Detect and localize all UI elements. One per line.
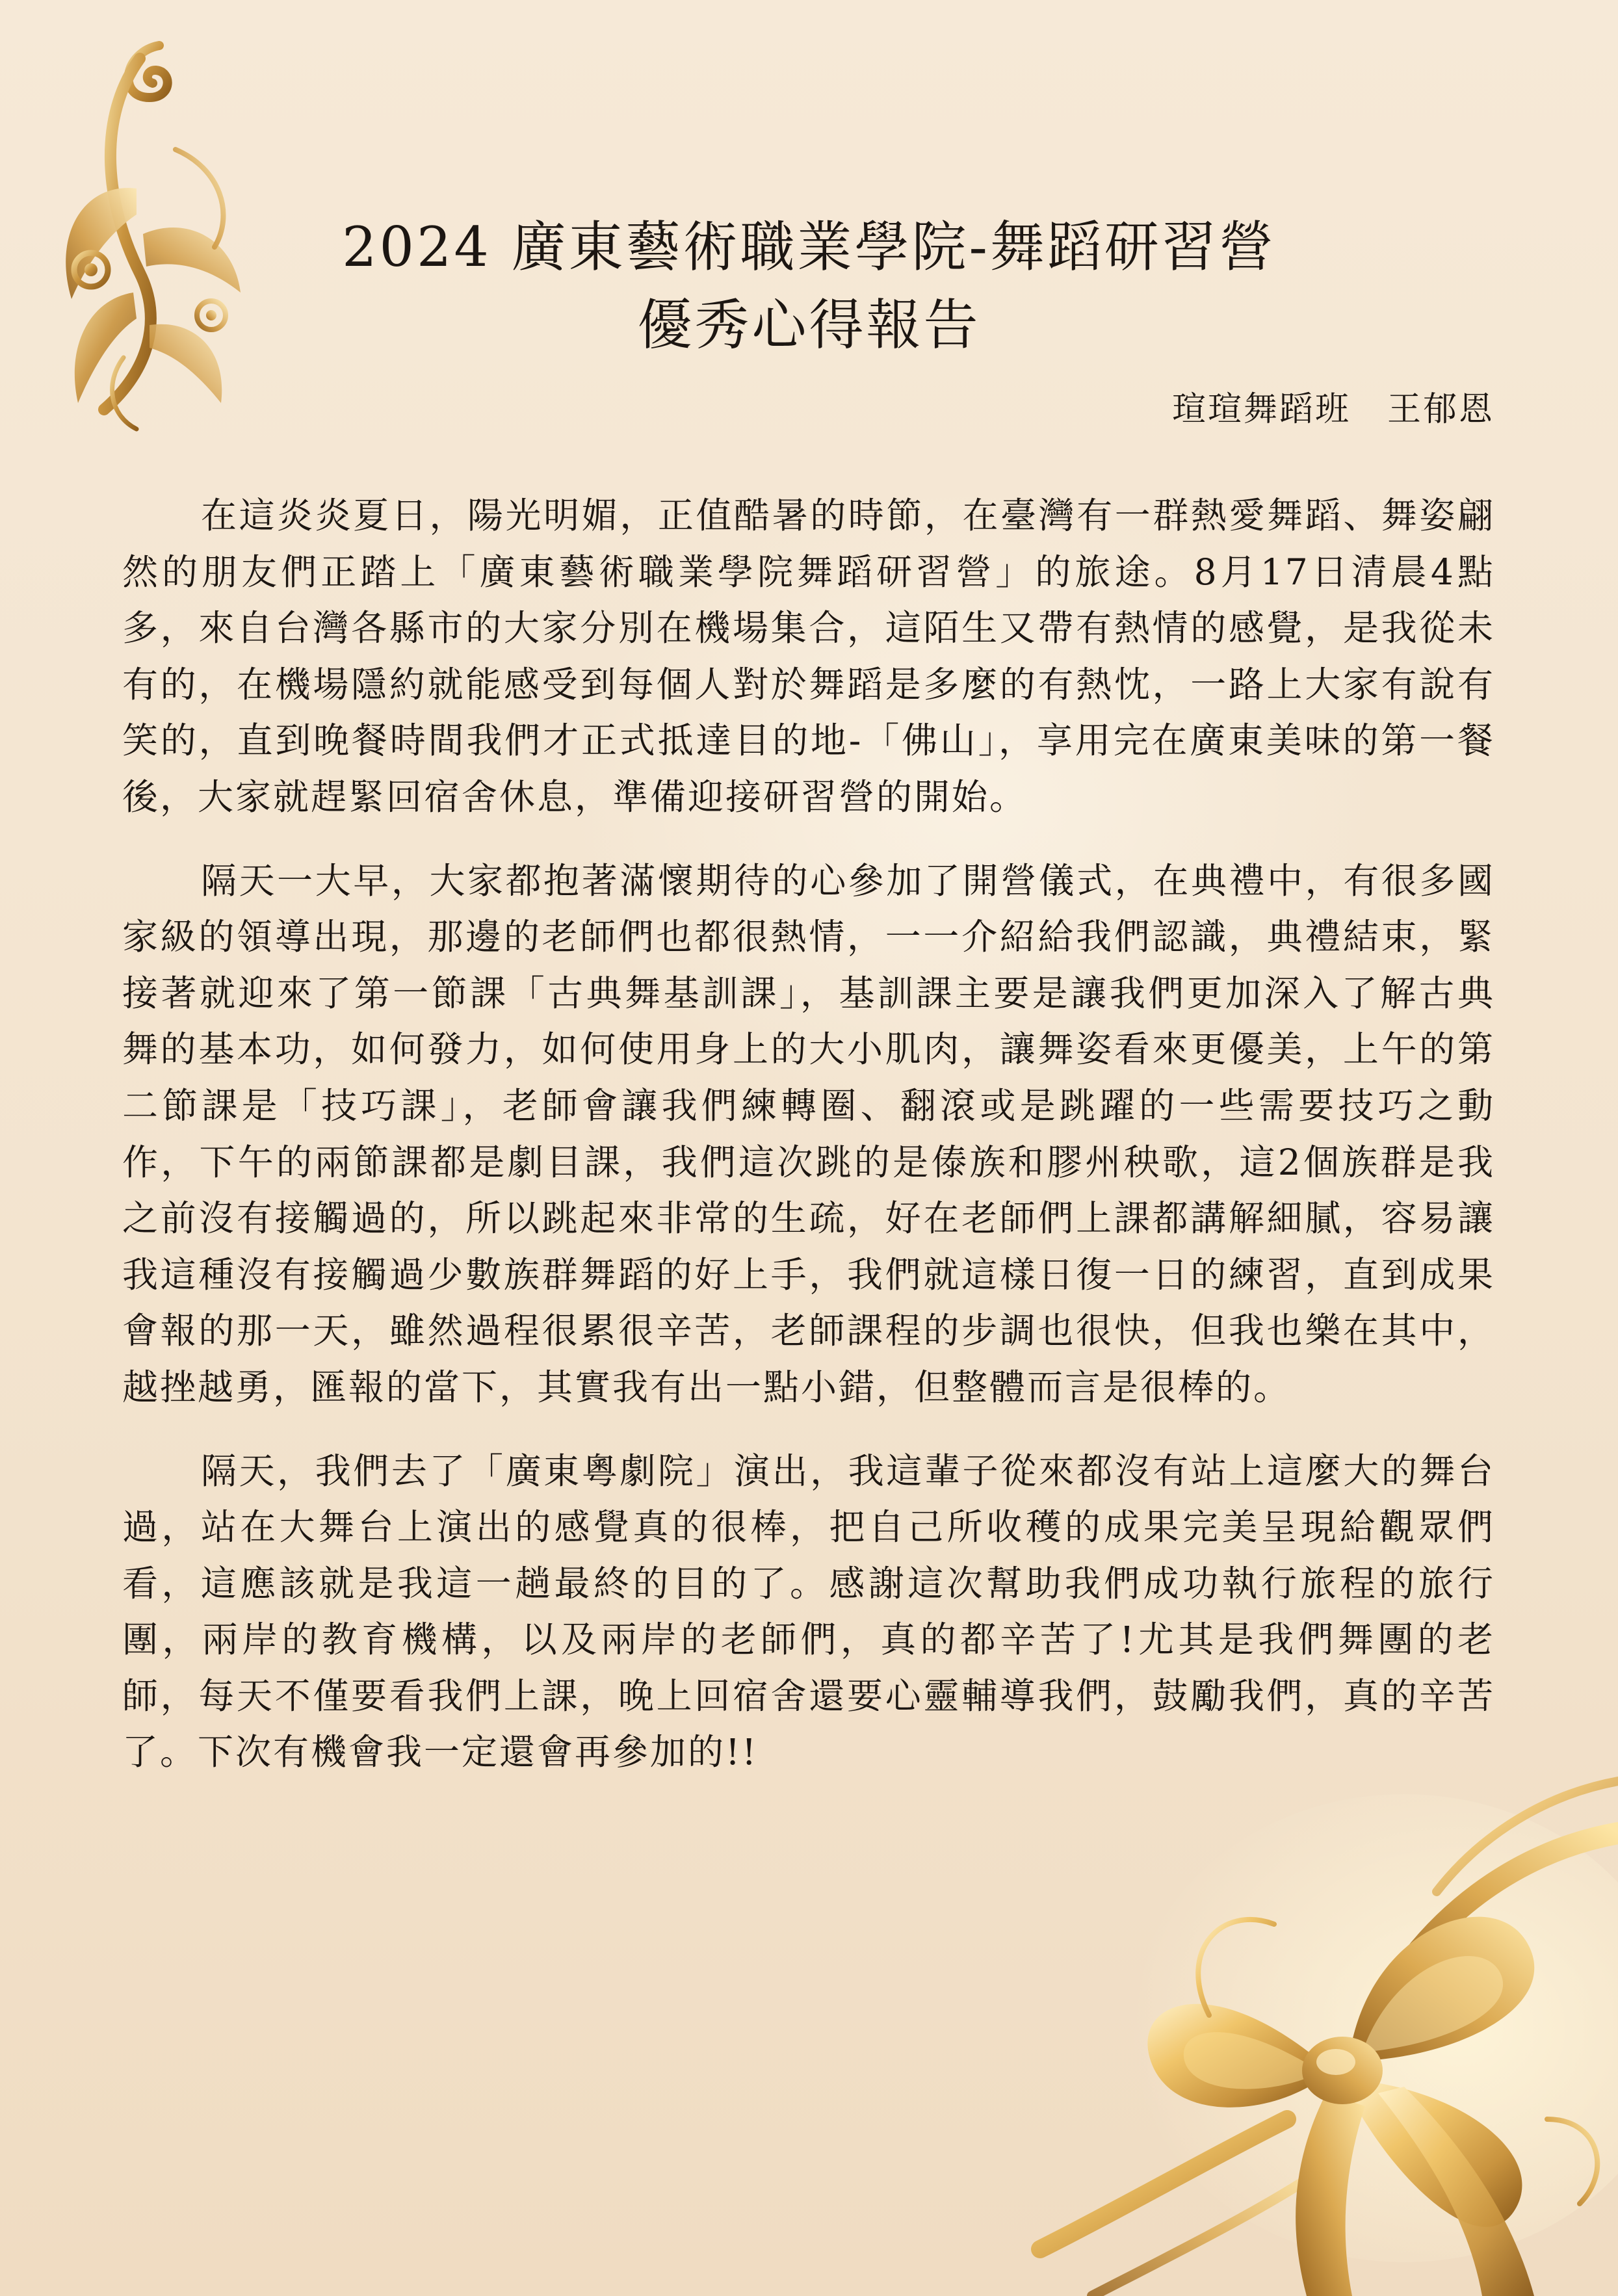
paragraph-1: 在這炎炎夏日，陽光明媚，正值酷暑的時節，在臺灣有一群熱愛舞蹈、舞姿翩然的朋友們正踏上「廣東藝術職業學院舞蹈研習營」的旅途。8月17日清晨4點多，來自台灣各縣市的大家分別在機場集合，這陌生又帶有熱情的感覺，是我從未有的，在機場隱約就能感受到每個人對於舞蹈是多麼的有熱忱，一路上大家有說有笑的，直到晚餐時間我們才正式抵達目的地-「佛山」，享用完在廣東美味的第一餐後，大家就趕緊回宿舍休息，準備迎接研習營的開始。 [122,495,1495,818]
paragraph-3: 隔天，我們去了「廣東粵劇院」演出，我這輩子從來都沒有站上這麼大的舞台過，站在大舞台上演出的感覺真的很棒，把自己所收穫的成果完美呈現給觀眾們看，這應該就是我這一趟最終的目的了。感謝這次幫助我們成功執行旅程的旅行團，兩岸的教育機構，以及兩岸的老師們，真的都辛苦了!尤其是我們舞團的老師，每天不僅要看我們上課，晚上回宿舍還要心靈輔導我們，鼓勵我們，真的辛苦了。下次有機會我一定還會再參加的!! [122,1450,1495,1773]
author-name: 王郁恩 [1387,390,1494,429]
class-name: 瑄瑄舞蹈班 [1171,390,1351,429]
gold-ribbon-bow-icon [1014,1755,1618,2296]
paragraph-2: 隔天一大早，大家都抱著滿懷期待的心參加了開營儀式，在典禮中，有很多國家級的領導出現，那邊的老師們也都很熱情，一一介紹給我們認識，典禮結束，緊接著就迎來了第一節課「古典舞基訓課」，基訓課主要是讓我們更加深入了解古典舞的基本功，如何發力，如何使用身上的大小肌肉，讓舞姿看來更優美，上午的第二節課是「技巧課」，老師會讓我們練轉圈、翻滾或是跳躍的一些需要技巧之動作，下午的兩節課都是劇目課，我們這次跳的是傣族和膠州秧歌，這2個族群是我之前沒有接觸過的，所以跳起來非常的生疏，好在老師們上課都講解細膩，容易讓我這種沒有接觸過少數族群舞蹈的好上手，我們就這樣日復一日的練習，直到成果會報的那一天，雖然過程很累很辛苦，老師課程的步調也很快，但我也樂在其中，越挫越勇，匯報的當下，其實我有出一點小錯，但整體而言是很棒的。 [122,859,1495,1408]
report-title-line1: 2024 廣東藝術職業學院-舞蹈研習營 [342,215,1276,279]
report-body [122,488,1495,1808]
byline [1172,384,1494,436]
report-title-line2: 優秀心得報告 [637,293,981,357]
